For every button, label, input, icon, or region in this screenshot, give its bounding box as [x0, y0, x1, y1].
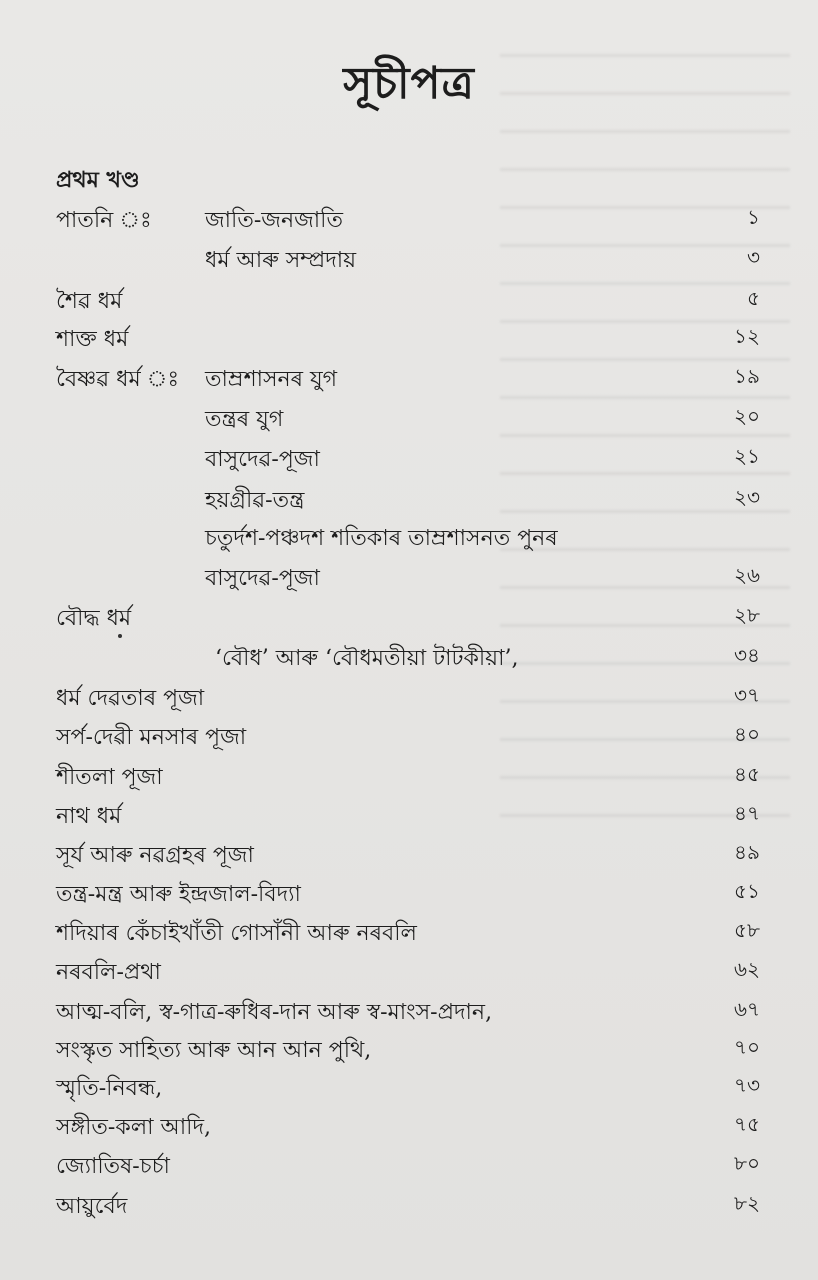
page-number: ৭৩	[733, 1073, 760, 1097]
page-number: ২৩	[733, 485, 760, 509]
page-number: ৭৫	[734, 1112, 760, 1136]
page-number: ১	[747, 205, 760, 229]
entry-subtitle: ধৰ্ম আৰু সম্প্ৰদায়	[205, 248, 357, 273]
entry-title: বৈষ্ণৱ ধৰ্ম ঃ	[56, 367, 180, 392]
toc-entry	[0, 402, 818, 434]
toc-entry	[0, 362, 818, 394]
toc-entry	[0, 561, 818, 593]
toc-entry	[0, 1033, 818, 1065]
entry-subtitle: বাসুদেৱ-পূজা	[205, 447, 320, 472]
toc-entry	[0, 203, 818, 235]
page-number: ৬২	[733, 957, 760, 981]
page-number: ৩	[746, 245, 760, 269]
page-number: ৪০	[734, 722, 760, 746]
page-number: ২০	[733, 404, 760, 428]
entry-subtitle: চতুৰ্দশ-পঞ্চদশ শতিকাৰ তাম্ৰশাসনত পুনৰ	[205, 526, 558, 551]
toc-entry	[0, 483, 818, 515]
page-number: ৭০	[733, 1035, 760, 1059]
entry-subtitle: হয়গ্ৰীৱ-তন্ত্ৰ	[205, 488, 305, 513]
entry-title: সঙ্গীত-কলা আদি,	[56, 1115, 212, 1140]
toc-entry	[0, 877, 818, 909]
toc-entry	[0, 322, 818, 354]
entry-title: বৌদ্ধ ধৰ্ম	[56, 606, 132, 631]
entry-subtitle: জাতি-জনজাতি	[205, 208, 343, 233]
page-number: ৫	[747, 286, 760, 310]
entry-title: সূৰ্য আৰু নৱগ্ৰহৰ পূজা	[56, 843, 254, 868]
toc-entry	[0, 284, 818, 316]
page-number: ২৬	[733, 563, 760, 587]
toc-entry	[0, 1071, 818, 1103]
toc-entry	[0, 720, 818, 752]
toc-entry	[0, 916, 818, 948]
entry-subtitle: ‘বৌধ’ আৰু ‘বৌধমতীয়া টাটকীয়া’,	[215, 646, 519, 671]
entry-title: তন্ত্ৰ-মন্ত্ৰ আৰু ইন্দ্ৰজাল-বিদ্যা	[56, 882, 301, 907]
toc-entry	[0, 955, 818, 987]
entry-subtitle: তাম্ৰশাসনৰ যুগ	[205, 367, 338, 392]
page-number: ৫১	[734, 879, 760, 903]
page-number: ২১	[734, 444, 760, 468]
entry-title: সৰ্প-দেৱী মনসাৰ পূজা	[56, 725, 247, 750]
section-heading: প্ৰথম খণ্ড	[56, 167, 140, 193]
page-number: ৬৭	[733, 997, 760, 1021]
entry-title: শীতলা পূজা	[56, 765, 163, 790]
page-number: ১২	[734, 324, 760, 348]
toc-entry	[0, 601, 818, 633]
toc-entry	[0, 1189, 818, 1221]
page-number: ৫৮	[734, 918, 760, 942]
entry-subtitle: বাসুদেৱ-পূজা	[205, 566, 320, 591]
entry-subtitle: তন্ত্ৰৰ যুগ	[205, 407, 284, 432]
entry-title: আত্ম-বলি, স্ব-গাত্ৰ-ৰুধিৰ-দান আৰু স্ব-মাংস-প্ৰদান,	[56, 1000, 493, 1025]
page-number: ৪৯	[734, 840, 760, 864]
toc-entry	[0, 1149, 818, 1181]
toc-entry	[0, 838, 818, 870]
toc-entry	[0, 442, 818, 474]
entry-title: জ্যোতিষ-চৰ্চা	[56, 1154, 170, 1179]
page-title: সূচীপত্ৰ	[343, 58, 475, 109]
page-number: ৮২	[734, 1191, 760, 1215]
entry-title: শৈৱ ধৰ্ম	[56, 289, 123, 314]
toc-entry	[0, 641, 818, 673]
page-number: ৮০	[734, 1151, 760, 1175]
toc-entry	[0, 995, 818, 1027]
entry-title: নৰবলি-প্ৰথা	[56, 960, 161, 985]
entry-title: শাক্ত ধৰ্ম	[56, 327, 129, 352]
page-number: ১৯	[734, 364, 760, 388]
toc-entry	[0, 243, 818, 275]
entry-title: শদিয়াৰ কেঁচাইখাঁতী গোসাঁনী আৰু নৰবলি	[56, 921, 417, 946]
toc-entry	[0, 681, 818, 713]
entry-title: আয়ুৰ্বেদ	[56, 1194, 128, 1219]
entry-title: পাতনি ঃ	[56, 208, 152, 233]
toc-entry	[0, 799, 818, 831]
entry-title: নাথ ধৰ্ম	[56, 804, 122, 829]
entry-title: স্মৃতি-নিবন্ধ,	[56, 1076, 163, 1101]
toc-entry	[0, 521, 818, 553]
entry-title: ধৰ্ম দেৱতাৰ পূজা	[56, 686, 205, 711]
toc-entry	[0, 1110, 818, 1142]
page-number: ২৮	[734, 603, 760, 627]
entry-title: সংস্কৃত সাহিত্য আৰু আন আন পুথি,	[56, 1038, 372, 1063]
page-number: ৩৭	[733, 683, 760, 707]
page-number: ৪৫	[734, 762, 760, 786]
toc-entry	[0, 760, 818, 792]
page-number: ৩৪	[734, 643, 760, 667]
page-number: ৪৭	[734, 801, 760, 825]
